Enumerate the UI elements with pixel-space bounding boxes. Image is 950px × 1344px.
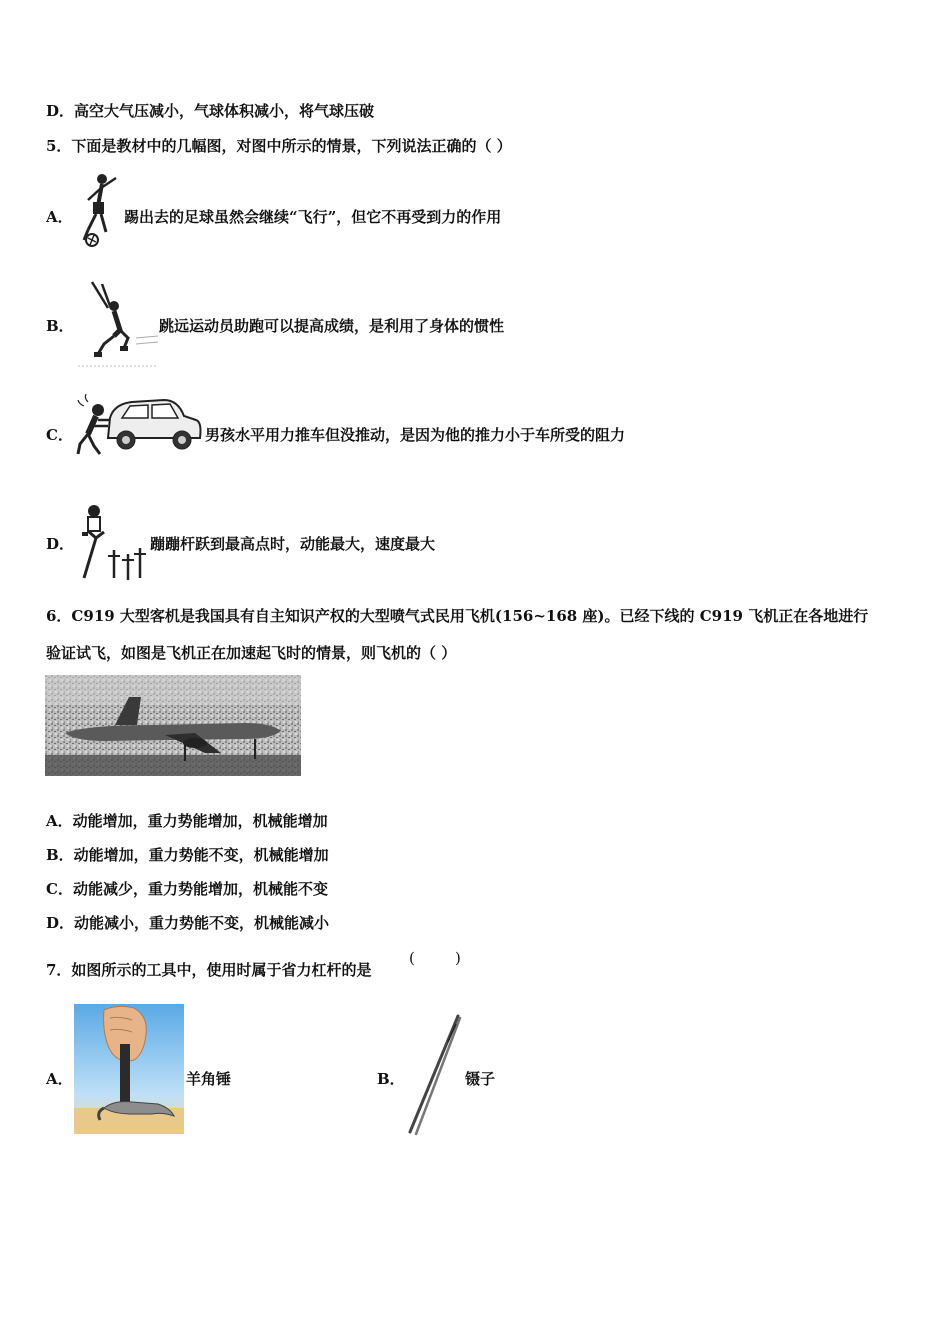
- q6-option-d: D．动能减小，重力势能不变，机械能减小: [46, 914, 330, 932]
- q7-option-a-letter: A．: [46, 1070, 73, 1088]
- q5-option-c-text: 男孩水平用力推车但没推动，是因为他的推力小于车所受的阻力: [205, 426, 626, 444]
- soccer-kick-icon: [74, 170, 124, 248]
- q7-paren-right: ): [455, 949, 461, 967]
- q7-option-b-letter: B．: [377, 1070, 405, 1088]
- q4-option-d: D．高空大气压减小，气球体积减小，将气球压破: [46, 102, 375, 120]
- q7-paren-left: (: [409, 949, 415, 967]
- q5-option-a-letter: A．: [46, 208, 73, 226]
- q5-option-b-letter: B．: [46, 317, 74, 335]
- q5-option-c-letter: C．: [46, 426, 73, 444]
- long-jump-icon: [74, 278, 160, 370]
- q7-option-a-text: 羊角锤: [186, 1070, 232, 1088]
- pogo-stick-icon: [76, 502, 150, 584]
- q7-option-b-text: 镊子: [465, 1070, 496, 1088]
- q6-option-b: B．动能增加，重力势能不变，机械能增加: [46, 846, 329, 864]
- q5-option-b-text: 跳远运动员助跑可以提高成绩，是利用了身体的惯性: [159, 317, 505, 335]
- q5-stem: 5．下面是教材中的几幅图，对图中所示的情景，下列说法正确的（ ）: [46, 137, 512, 155]
- tweezers-icon: [404, 1014, 464, 1136]
- q5-option-d-text: 蹦蹦杆跃到最高点时，动能最大，速度最大: [150, 535, 436, 553]
- q5-option-d-letter: D．: [46, 535, 75, 553]
- q7-stem: 7．如图所示的工具中，使用时属于省力杠杆的是: [46, 961, 372, 979]
- airplane-takeoff-image: [45, 675, 301, 776]
- q5-option-a-text: 踢出去的足球虽然会继续“飞行”，但它不再受到力的作用: [124, 208, 502, 226]
- q6-stem-line2: 验证试飞，如图是飞机正在加速起飞时的情景，则飞机的（ ）: [46, 644, 457, 662]
- claw-hammer-icon: [74, 1004, 184, 1134]
- q6-option-c: C．动能减少，重力势能增加，机械能不变: [46, 880, 328, 898]
- q6-option-a: A．动能增加，重力势能增加，机械能增加: [46, 812, 328, 830]
- q6-stem-line1: 6．C919 大型客机是我国具有自主知识产权的大型喷气式民用飞机(156~168 座)。已经下线的 C919 飞机正在各地进行: [46, 607, 869, 625]
- push-car-icon: [74, 390, 204, 460]
